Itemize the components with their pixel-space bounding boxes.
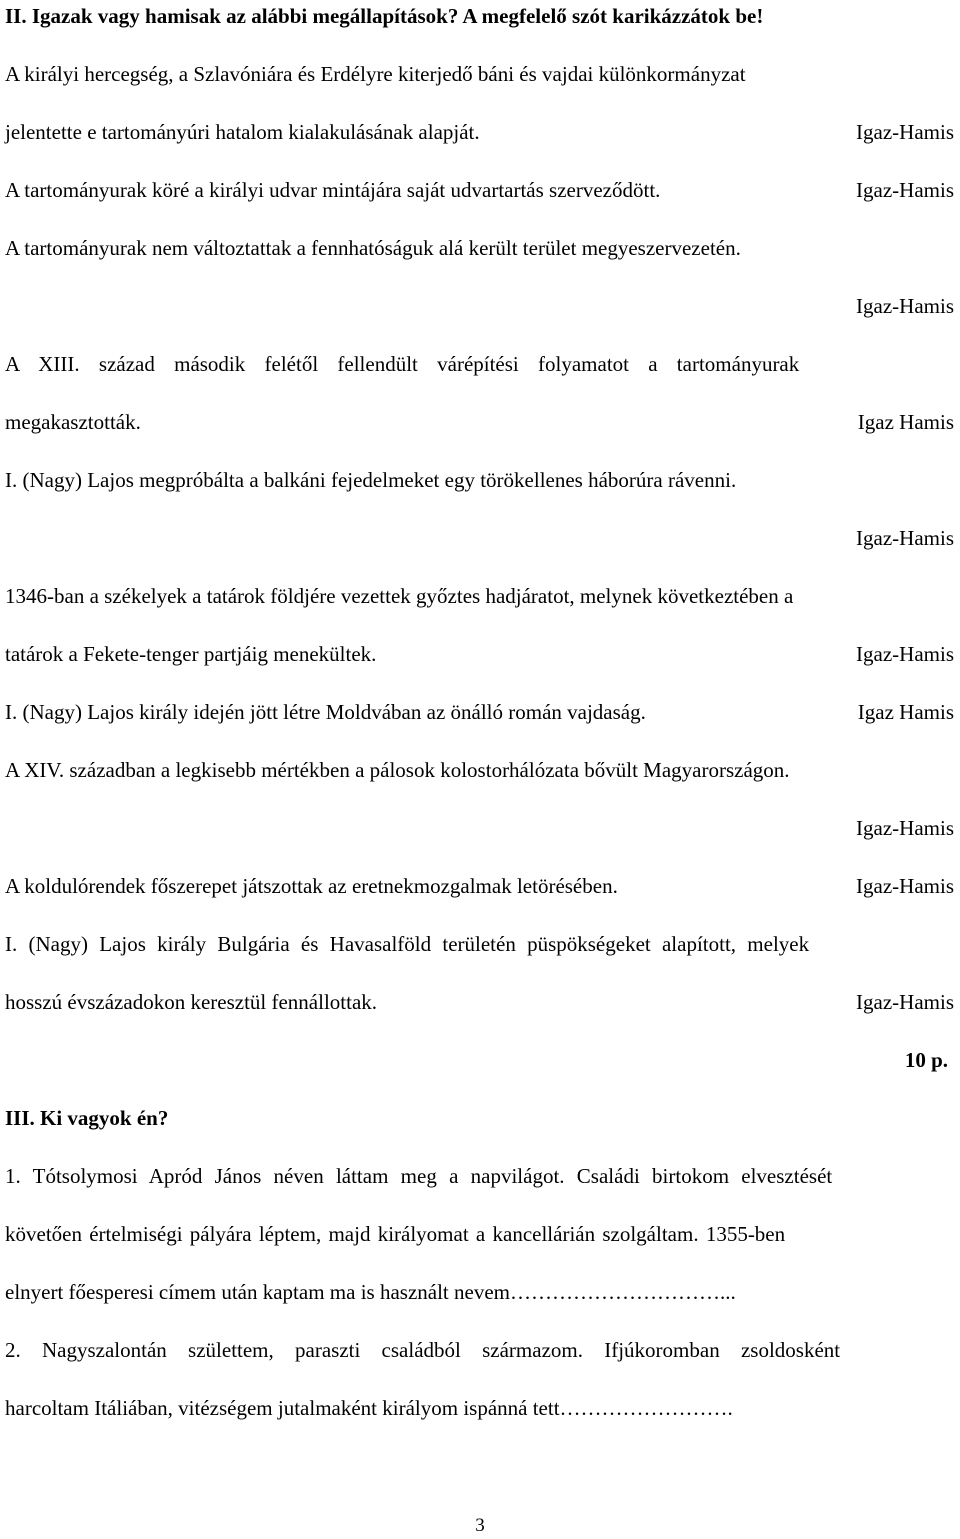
- statement-1-line-2: [5, 119, 954, 145]
- statement-4-answer[interactable]: Igaz Hamis: [857, 410, 954, 434]
- statement-7-answer[interactable]: Igaz Hamis: [857, 700, 954, 724]
- statement-2-answer[interactable]: Igaz-Hamis: [856, 178, 954, 202]
- section-3-heading: III. Ki vagyok én?: [5, 1106, 169, 1130]
- statement-7-text-1: I. (Nagy) Lajos király idején jött létre Moldvában az önálló román vajdaság.: [5, 700, 646, 724]
- statement-8-line-1: A XIV. században a legkisebb mértékben a pálosok kolostorhálózata bővült Magyarországon.: [5, 758, 790, 782]
- statement-5-answer[interactable]: Igaz-Hamis: [856, 526, 954, 550]
- statement-7-line-1: [5, 699, 954, 725]
- statement-1-text-2: jelentette e tartományúri hatalom kialakulásának alapját.: [5, 120, 480, 144]
- riddle-1-line-2: követően értelmiségi pályára léptem, majd királyomat a kancellárián szolgáltam. 1355-ben: [5, 1222, 786, 1246]
- riddle-1-line-1: 1. Tótsolymosi Apród János néven láttam meg a napvilágot. Családi birtokom elvesztését: [5, 1164, 833, 1188]
- section-2-points: 10 p.: [904, 1048, 948, 1072]
- statement-4-line-2: [5, 409, 954, 435]
- riddle-1-line-3[interactable]: elnyert főesperesi címem után kaptam ma is használt nevem…………………………...: [5, 1280, 736, 1304]
- statement-9-text-1: A koldulórendek főszerepet játszottak az eretnekmozgalmak letörésében.: [5, 874, 618, 898]
- statement-2-line-1: [5, 177, 954, 203]
- riddle-2-line-1: 2. Nagyszalontán születtem, paraszti családból származom. Ifjúkoromban zsoldosként: [5, 1338, 841, 1362]
- statement-3-line-1: A tartományurak nem változtattak a fennhatóságuk alá került terület megyeszervezetén.: [5, 236, 741, 260]
- statement-8-answer[interactable]: Igaz-Hamis: [856, 816, 954, 840]
- statement-1-answer[interactable]: Igaz-Hamis: [856, 120, 954, 144]
- statement-6-line-1: 1346-ban a székelyek a tatárok földjére vezettek győztes hadjáratot, melynek következtében a: [5, 584, 794, 608]
- statement-1-text-1: A királyi hercegség, a Szlavóniára és Erdélyre kiterjedő báni és vajdai különkormányzat: [5, 62, 746, 86]
- statement-4-line-1: [5, 351, 954, 377]
- statement-9-answer[interactable]: Igaz-Hamis: [856, 874, 954, 898]
- statement-4-text-2: megakasztották.: [5, 410, 141, 434]
- statement-10-line-1: I. (Nagy) Lajos király Bulgária és Havasalföld területén püspökségeket alapított, melyek: [5, 932, 810, 956]
- statement-1-line-1: [5, 61, 954, 87]
- statement-5-line-1: I. (Nagy) Lajos megpróbálta a balkáni fejedelmeket egy törökellenes háborúra rávenni.: [5, 468, 737, 492]
- statement-10-text-2: hosszú évszázadokon keresztül fennállottak.: [5, 990, 378, 1014]
- section-2-heading: II. Igazak vagy hamisak az alábbi megállapítások? A megfelelő szót karikázzátok be!: [5, 4, 764, 28]
- statement-10-line-2: [5, 989, 954, 1015]
- statement-9-line-1: [5, 873, 954, 899]
- riddle-2-line-2[interactable]: harcoltam Itáliában, vitézségem jutalmaként királyom ispánná tett…………………….: [5, 1396, 733, 1420]
- statement-3-answer[interactable]: Igaz-Hamis: [856, 294, 954, 318]
- statement-2-text-1: A tartományurak köré a királyi udvar mintájára saját udvartartás szerveződött.: [5, 178, 661, 202]
- page-number: 3: [475, 1515, 485, 1536]
- statement-4-text-1: A XIII. század második felétől fellendült várépítési folyamatot a tartományurak: [5, 352, 800, 376]
- statement-6-answer[interactable]: Igaz-Hamis: [856, 642, 954, 666]
- statement-6-text-2: tatárok a Fekete-tenger partjáig menekültek.: [5, 642, 377, 666]
- statement-10-answer[interactable]: Igaz-Hamis: [856, 990, 954, 1014]
- statement-6-line-2: [5, 641, 954, 667]
